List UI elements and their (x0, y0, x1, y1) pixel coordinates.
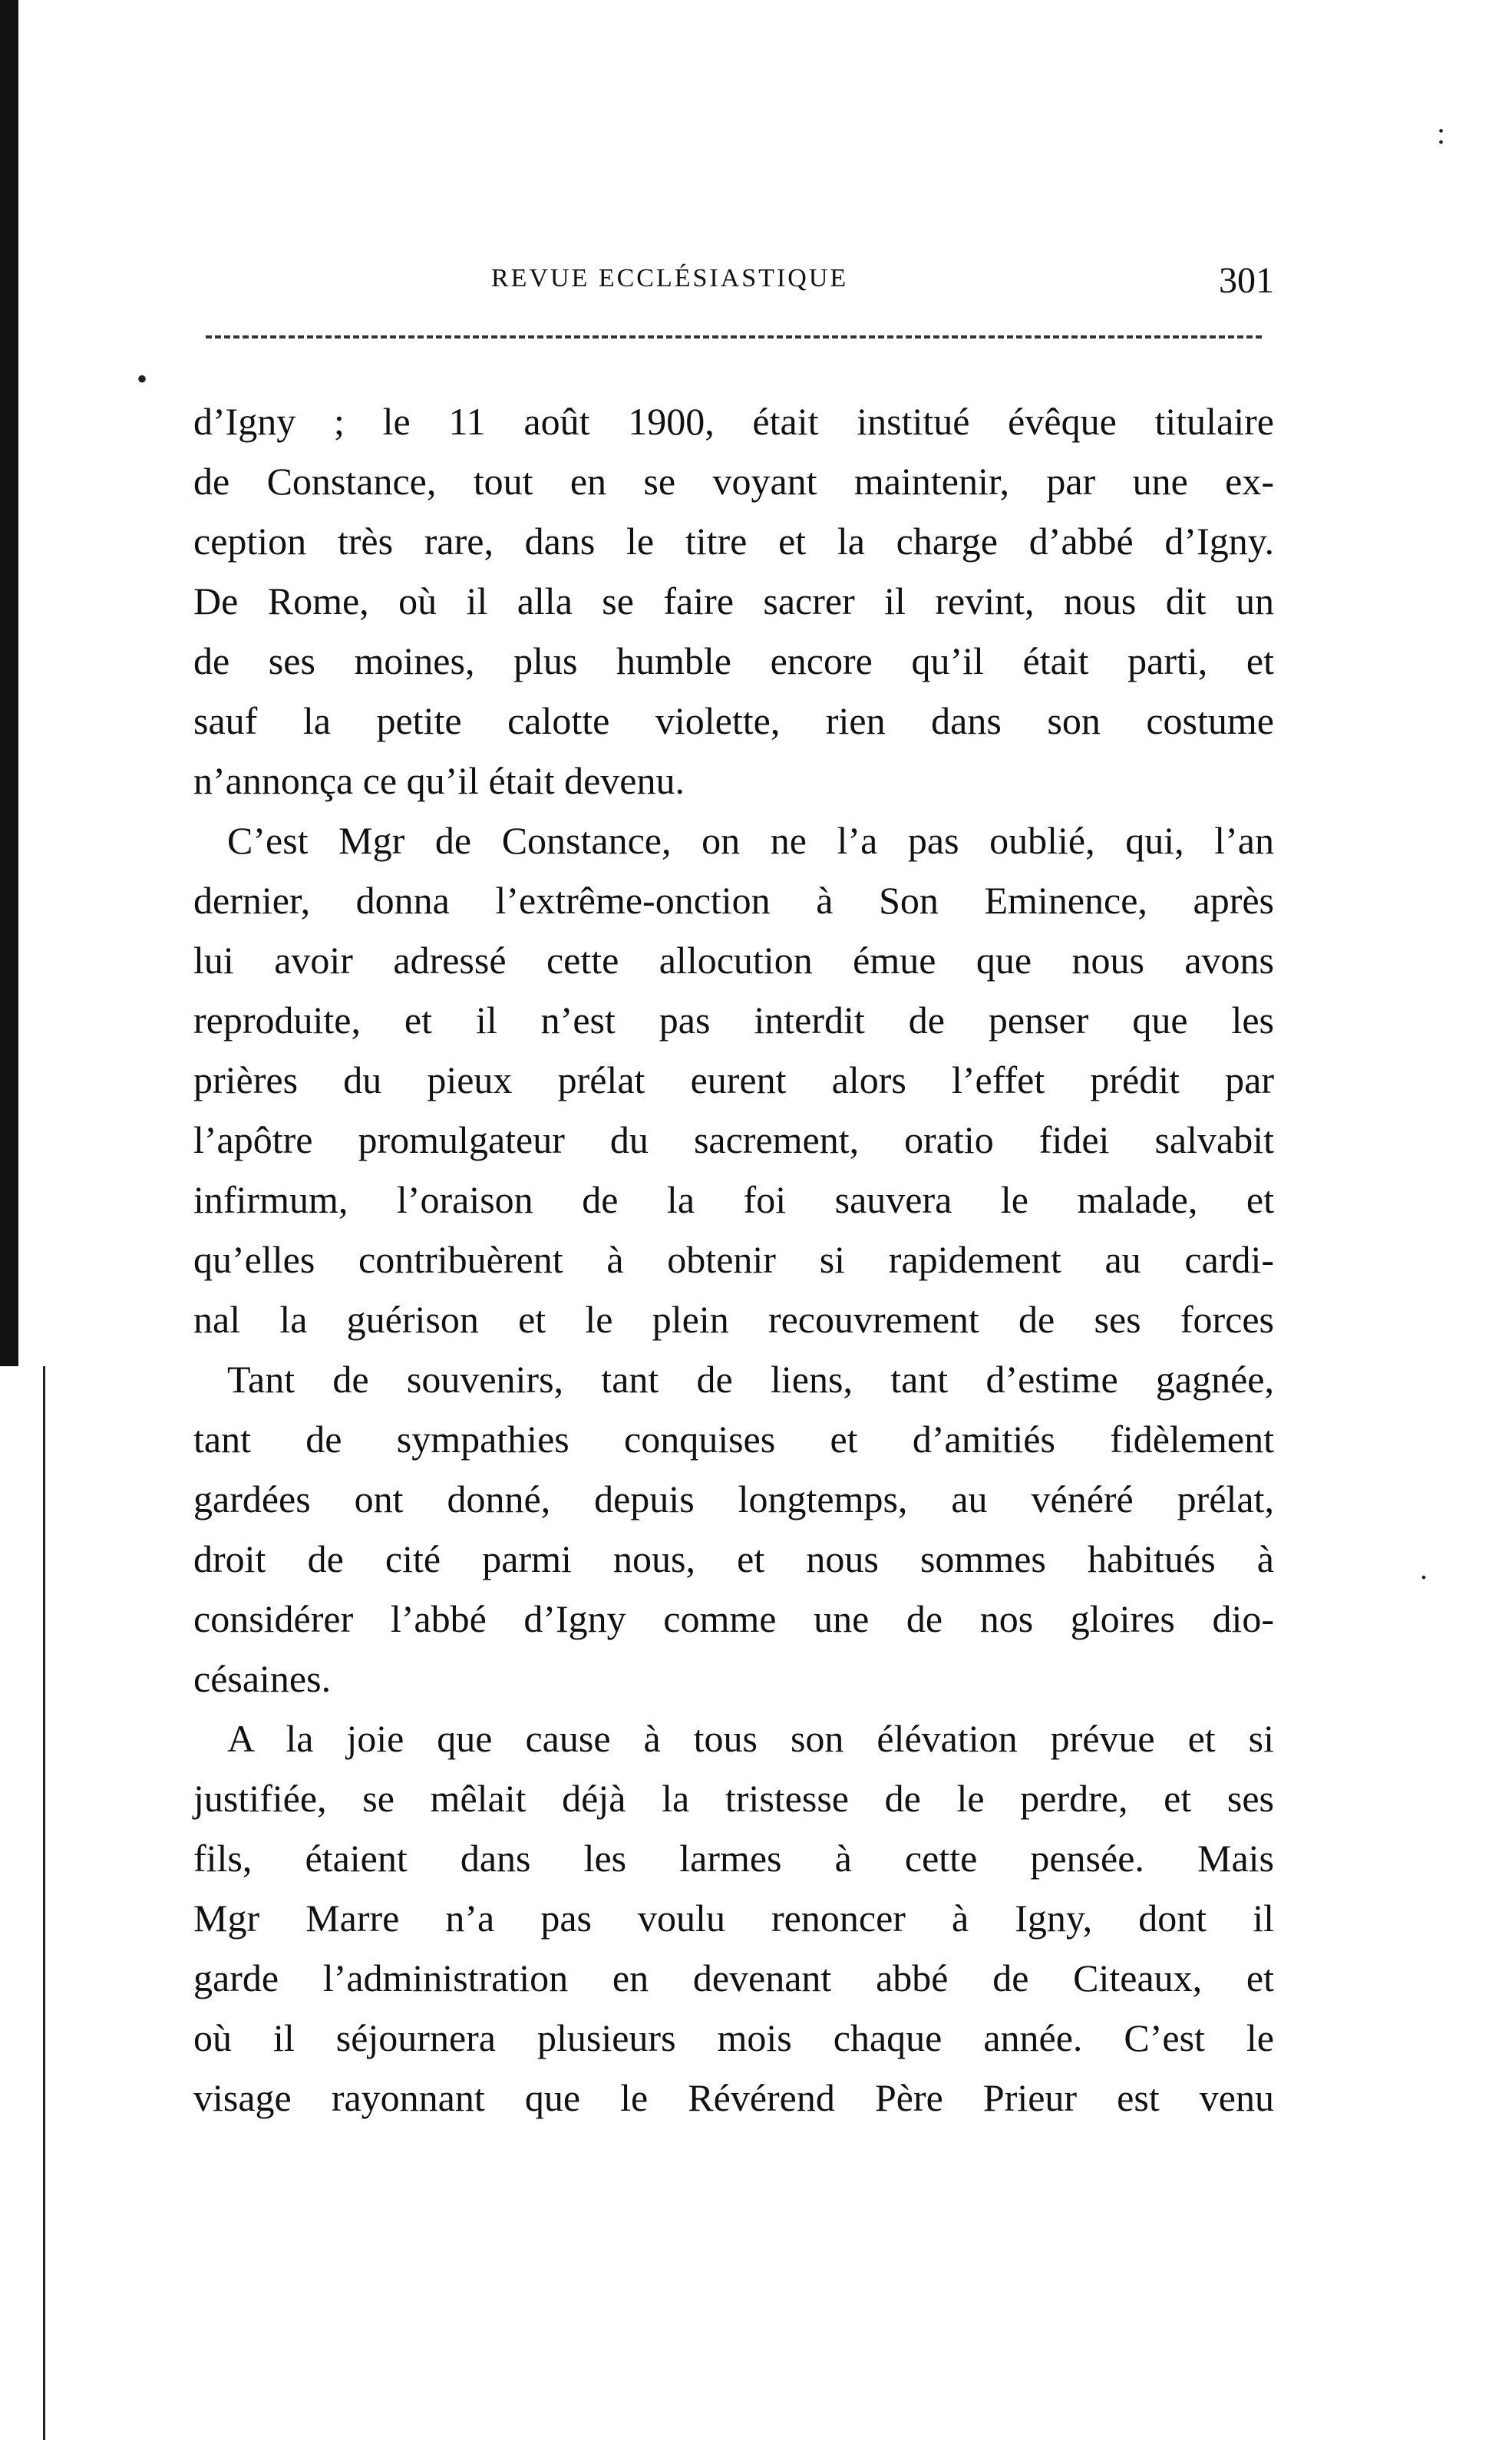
text-line: de ses moines, plus humble encore qu’il était parti, et (193, 639, 1274, 682)
page-number: 301 (1219, 260, 1274, 301)
text-line: césaines. (193, 1657, 332, 1700)
text-line: tant de sympathies conquises et d’amitiés fidèlement (193, 1418, 1274, 1461)
stray-mark: . (1420, 1551, 1428, 1586)
text-line: n’annonça ce qu’il était devenu. (193, 759, 685, 802)
text-line: reproduite, et il n’est pas interdit de penser que les (193, 999, 1274, 1042)
text-line: qu’elles contribuèrent à obtenir si rapidement au cardi- (193, 1238, 1274, 1281)
text-line: justifiée, se mêlait déjà la tristesse de le perdre, et ses (193, 1777, 1274, 1820)
text-line: nal la guérison et le plein recouvrement de ses forces (193, 1298, 1274, 1341)
text-line: C’est Mgr de Constance, on ne l’a pas oublié, qui, l’an (227, 819, 1274, 862)
text-line: droit de cité parmi nous, et nous sommes habitués à (193, 1537, 1274, 1580)
text-line: où il séjournera plusieurs mois chaque année. C’est le (193, 2016, 1274, 2059)
text-line: Mgr Marre n’a pas voulu renoncer à Igny, dont il (193, 1897, 1274, 1940)
text-line: garde l’administration en devenant abbé de Citeaux, et (193, 1956, 1274, 1999)
text-line: sauf la petite calotte violette, rien dans son costume (193, 699, 1274, 742)
stray-mark: : (1437, 116, 1446, 150)
page-header (491, 259, 1274, 305)
page-binding-line (43, 1366, 45, 2440)
text-line: de Constance, tout en se voyant maintenir, par une ex- (193, 460, 1274, 503)
page-binding-edge (0, 0, 18, 1366)
text-line: considérer l’abbé d’Igny comme une de nos gloires dio- (193, 1597, 1274, 1640)
header-rule (206, 335, 1262, 338)
text-line: prières du pieux prélat eurent alors l’effet prédit par (193, 1058, 1274, 1101)
text-line: fils, étaient dans les larmes à cette pensée. Mais (193, 1837, 1274, 1880)
stray-mark: • (137, 362, 148, 396)
text-line: infirmum, l’oraison de la foi sauvera le malade, et (193, 1178, 1274, 1221)
text-line: visage rayonnant que le Révérend Père Prieur est venu (193, 2076, 1274, 2119)
running-title: REVUE ECCLÉSIASTIQUE (491, 264, 849, 292)
text-line: De Rome, où il alla se faire sacrer il revint, nous dit un (193, 579, 1274, 622)
text-line: l’apôtre promulgateur du sacrement, oratio fidei salvabit (193, 1118, 1274, 1161)
text-line: d’Igny ; le 11 août 1900, était institué évêque titulaire (193, 400, 1274, 443)
text-line: ception très rare, dans le titre et la charge d’abbé d’Igny. (193, 520, 1274, 563)
text-line: gardées ont donné, depuis longtemps, au vénéré prélat, (193, 1478, 1274, 1520)
text-line: lui avoir adressé cette allocution émue que nous avons (193, 939, 1274, 982)
body-text (193, 391, 1274, 2128)
text-line: Tant de souvenirs, tant de liens, tant d’estime gagnée, (227, 1358, 1274, 1401)
text-line: A la joie que cause à tous son élévation prévue et si (227, 1717, 1274, 1760)
text-line: dernier, donna l’extrême-onction à Son Eminence, après (193, 879, 1274, 922)
